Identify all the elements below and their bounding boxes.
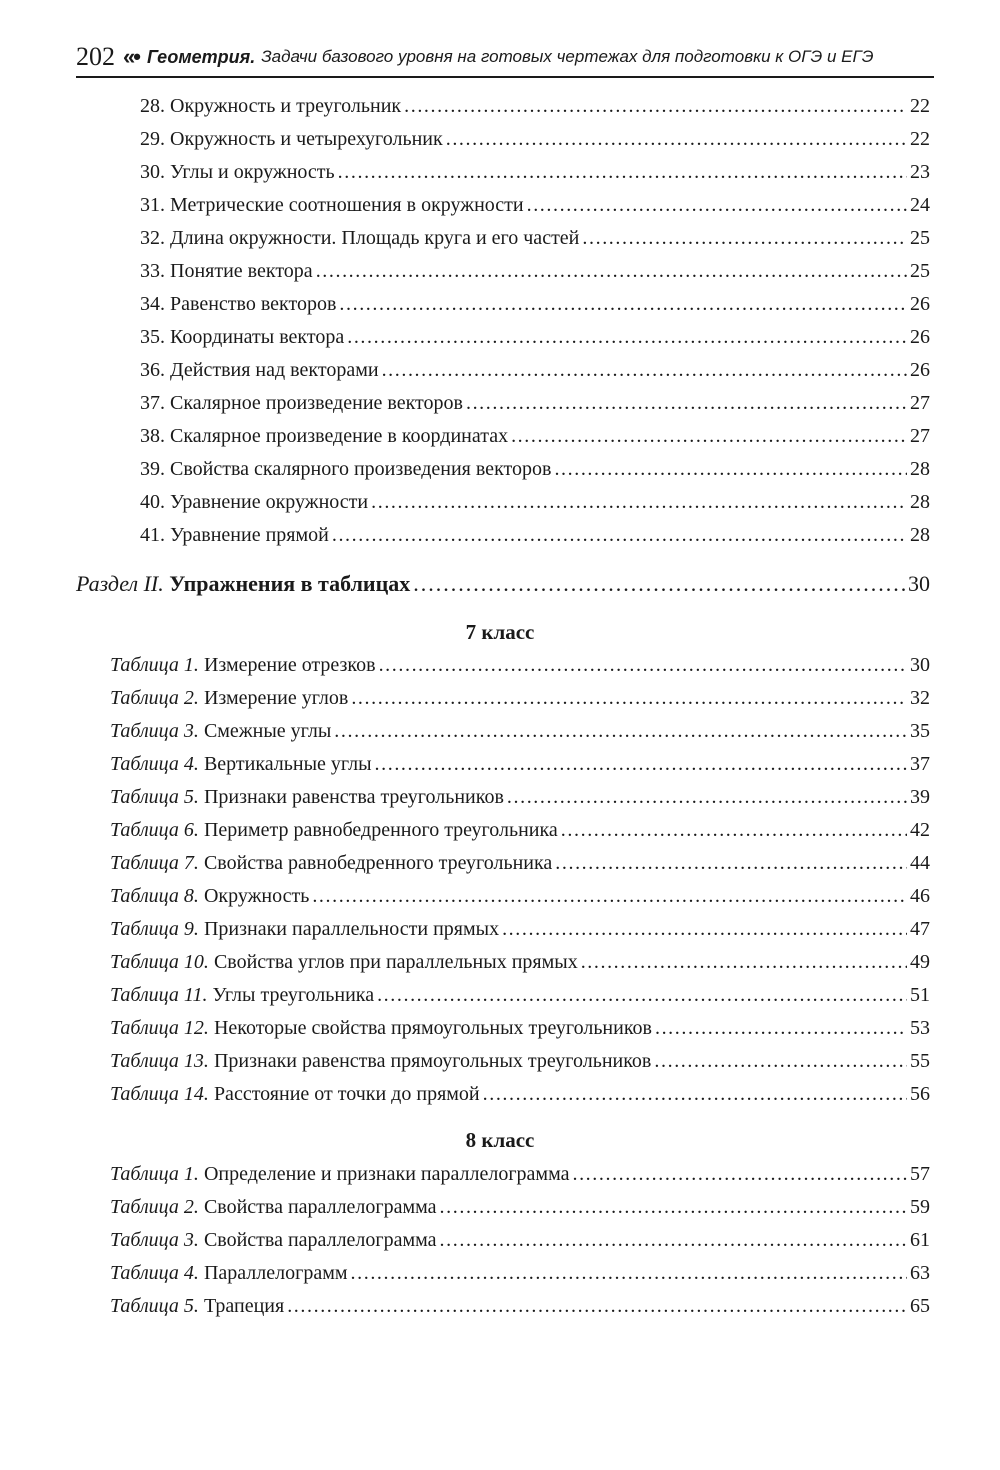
leader-dots [382,357,907,383]
leader-dots [446,126,907,152]
toc-entry-title: 28. Окружность и треугольник [140,95,402,117]
table-entry[interactable] [110,850,930,876]
table-number: Таблица 12. [110,1017,209,1039]
toc-entry-title: 29. Окружность и четырехугольник [140,128,443,150]
table-page: 30 [910,654,930,676]
leader-dots [404,93,907,119]
table-entry[interactable] [110,949,930,975]
toc-entry[interactable] [140,126,930,152]
leader-dots [440,1227,907,1253]
toc-entry[interactable] [140,522,930,548]
leader-dots [654,1048,907,1074]
table-page: 63 [910,1262,930,1284]
table-number: Таблица 2. [110,1196,199,1218]
table-title: Признаки параллельности прямых [203,918,500,940]
leader-dots [554,456,907,482]
leader-dots [511,423,907,449]
toc-entry[interactable] [140,291,930,317]
table-title: Периметр равнобедренного треугольника [203,819,558,841]
toc-entry-title: 38. Скалярное произведение в координатах [140,425,509,447]
table-entry[interactable] [110,1194,930,1220]
table-page: 61 [910,1229,930,1251]
toc-entry-page: 25 [910,260,930,282]
toc-entry-page: 27 [910,425,930,447]
leader-dots [379,652,907,678]
leader-dots [334,718,907,744]
toc-entry-title: 35. Координаты вектора [140,326,345,348]
table-number: Таблица 9. [110,918,199,940]
leader-dots [555,850,907,876]
table-page: 44 [910,852,930,874]
table-title: Параллелограмм [203,1262,348,1284]
table-page: 55 [910,1050,930,1072]
table-number: Таблица 4. [110,1262,199,1284]
table-number: Таблица 6. [110,819,199,841]
table-title: Измерение углов [203,687,349,709]
book-title: Геометрия. [146,46,256,67]
leader-dots [507,784,907,810]
table-number: Таблица 5. [110,1295,199,1317]
table-page: 65 [910,1295,930,1317]
table-entry[interactable] [110,784,930,810]
toc-entry-page: 26 [910,359,930,381]
toc-entry[interactable] [140,423,930,449]
toc-entry-page: 22 [910,95,930,117]
toc-entry-page: 22 [910,128,930,150]
table-entry[interactable] [110,1081,930,1107]
table-entry[interactable] [110,1161,930,1187]
toc-entry[interactable] [140,93,930,119]
part-page: 30 [908,571,930,596]
toc-entry-title: 36. Действия над векторами [140,359,379,381]
leader-dots [582,225,907,251]
table-number: Таблица 11. [110,984,208,1006]
table-title: Углы треугольника [212,984,375,1006]
table-title: Свойства углов при параллельных прямых [213,951,578,973]
leader-dots [483,1081,907,1107]
leader-dots [371,489,907,515]
table-page: 56 [910,1083,930,1105]
table-title: Трапеция [203,1295,285,1317]
table-number: Таблица 3. [110,720,199,742]
part-prefix: Раздел II. [76,571,164,596]
table-entry[interactable] [110,1293,930,1319]
toc-entry-page: 24 [910,194,930,216]
table-page: 53 [910,1017,930,1039]
toc-entry-page: 28 [910,491,930,513]
table-entry[interactable] [110,718,930,744]
table-entry[interactable] [110,982,930,1008]
leader-dots [413,570,905,598]
toc-entry-title: 41. Уравнение прямой [140,524,329,546]
table-number: Таблица 5. [110,786,199,808]
part-title: Упражнения в таблицах [169,571,411,596]
leader-dots [375,751,907,777]
table-page: 32 [910,687,930,709]
toc-entry[interactable] [140,489,930,515]
toc-entry-title: 39. Свойства скалярного произведения векторов [140,458,552,480]
toc-entry-page: 25 [910,227,930,249]
toc-entry[interactable] [140,456,930,482]
leader-dots [351,1260,907,1286]
table-page: 47 [910,918,930,940]
toc-entry-page: 28 [910,524,930,546]
leader-dots [316,258,907,284]
toc-entry-title: 37. Скалярное произведение векторов [140,392,463,414]
table-title: Признаки равенства треугольников [203,786,504,808]
leader-dots [347,324,907,350]
table-number: Таблица 10. [110,951,209,973]
leader-dots [377,982,907,1008]
toc-entry-page: 28 [910,458,930,480]
toc-entry[interactable] [140,357,930,383]
table-title: Некоторые свойства прямоугольных треугольников [213,1017,652,1039]
leader-dots [332,522,907,548]
running-header [76,38,934,78]
toc-entry-title: 33. Понятие вектора [140,260,313,282]
table-title: Свойства параллелограмма [203,1229,437,1251]
toc-entry-title: 40. Уравнение окружности [140,491,369,513]
table-entry[interactable] [110,685,930,711]
table-title: Вертикальные углы [203,753,372,775]
table-title: Определение и признаки параллелограмма [203,1163,570,1185]
toc-entry-title: 34. Равенство векторов [140,293,337,315]
table-page: 46 [910,885,930,907]
part-ii-entry[interactable] [76,570,930,598]
table-entry[interactable] [110,817,930,843]
book-subtitle: Задачи базового уровня на готовых чертежах для подготовки к ОГЭ и ЕГЭ [261,47,874,66]
table-page: 49 [910,951,930,973]
leader-dots [312,883,907,909]
toc-entry-page: 26 [910,293,930,315]
table-title: Расстояние от точки до прямой [213,1083,480,1105]
toc-entry-page: 26 [910,326,930,348]
leader-dots [466,390,907,416]
table-number: Таблица 4. [110,753,199,775]
table-entry[interactable] [110,883,930,909]
toc-entry-page: 27 [910,392,930,414]
toc-entry[interactable] [140,192,930,218]
table-title: Смежные углы [203,720,332,742]
table-number: Таблица 13. [110,1050,209,1072]
table-title: Свойства параллелограмма [203,1196,437,1218]
table-number: Таблица 1. [110,654,199,676]
toc-entry-title: 30. Углы и окружность [140,161,335,183]
table-title: Свойства равнобедренного треугольника [203,852,553,874]
header-ornament: «• [123,44,139,69]
table-number: Таблица 8. [110,885,199,907]
table-page: 39 [910,786,930,808]
page-number: 202 [76,42,115,71]
toc-entry[interactable] [140,159,930,185]
table-entry[interactable] [110,1048,930,1074]
table-page: 35 [910,720,930,742]
table-number: Таблица 3. [110,1229,199,1251]
toc-entry[interactable] [140,390,930,416]
leader-dots [655,1015,907,1041]
table-entry[interactable] [110,751,930,777]
table-title: Окружность [203,885,310,907]
table-entry[interactable] [110,652,930,678]
table-number: Таблица 14. [110,1083,209,1105]
table-page: 57 [910,1163,930,1185]
table-page: 42 [910,819,930,841]
table-page: 37 [910,753,930,775]
table-entry[interactable] [110,1227,930,1253]
leader-dots [351,685,907,711]
grade-8-heading: 8 класс [465,1128,535,1152]
leader-dots [572,1161,907,1187]
leader-dots [581,949,907,975]
leader-dots [502,916,907,942]
table-page: 59 [910,1196,930,1218]
leader-dots [561,817,907,843]
grade-7-heading: 7 класс [465,620,535,644]
table-page: 51 [910,984,930,1006]
toc-entry-title: 31. Метрические соотношения в окружности [140,194,524,216]
toc-entry[interactable] [140,225,930,251]
toc-entry[interactable] [140,324,930,350]
toc-entry-page: 23 [910,161,930,183]
table-entry[interactable] [110,916,930,942]
leader-dots [339,291,907,317]
leader-dots [440,1194,907,1220]
table-number: Таблица 7. [110,852,199,874]
table-entry[interactable] [110,1015,930,1041]
leader-dots [338,159,907,185]
toc-entry[interactable] [140,258,930,284]
table-number: Таблица 1. [110,1163,199,1185]
table-title: Измерение отрезков [203,654,376,676]
toc-entry-title: 32. Длина окружности. Площадь круга и его частей [140,227,580,249]
leader-dots [287,1293,907,1319]
table-entry[interactable] [110,1260,930,1286]
table-number: Таблица 2. [110,687,199,709]
table-title: Признаки равенства прямоугольных треугольников [213,1050,652,1072]
leader-dots [527,192,907,218]
